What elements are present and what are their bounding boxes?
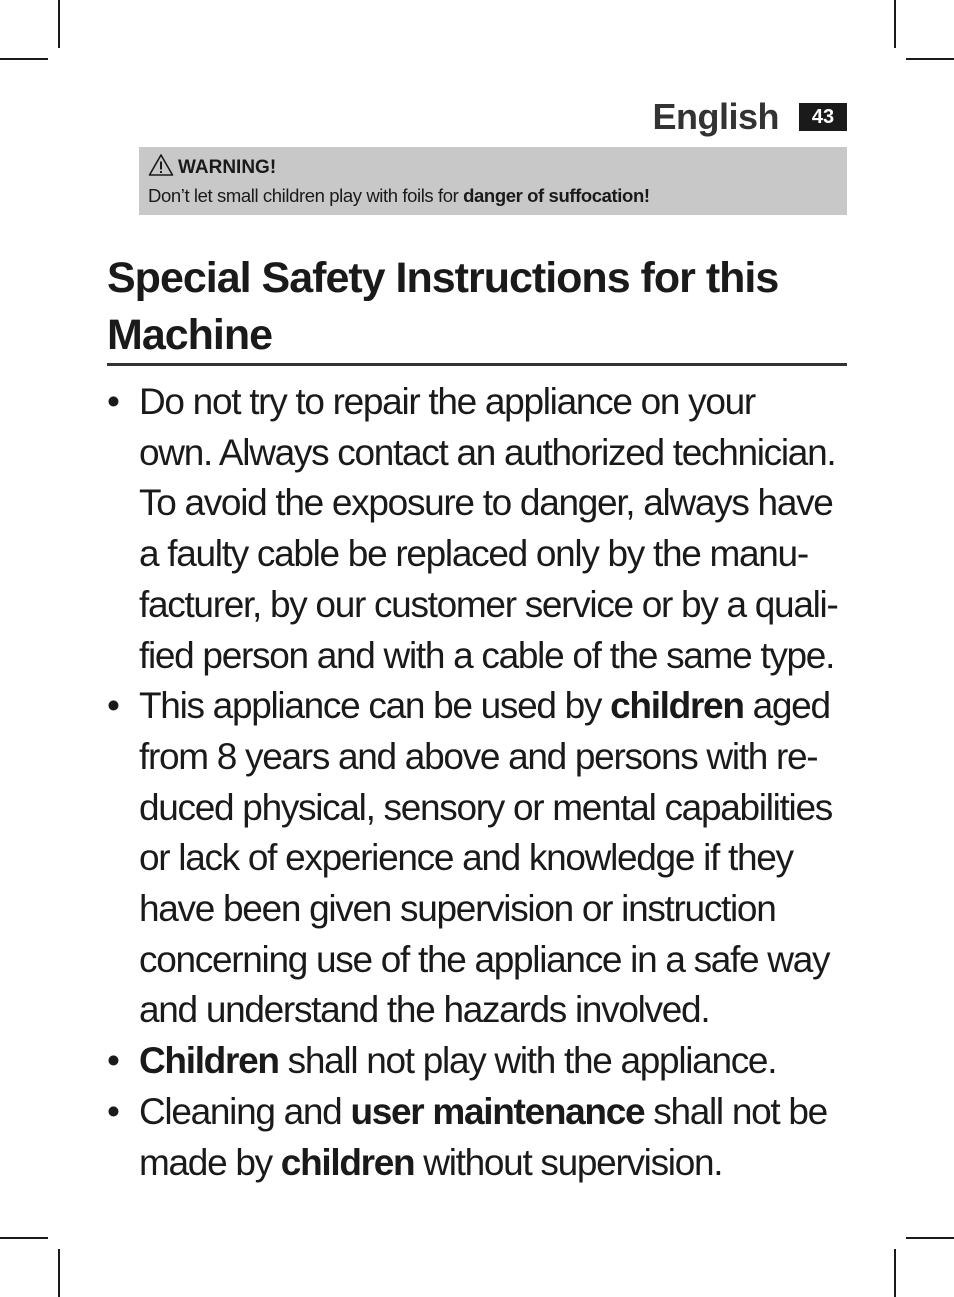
list-item: • Do not try to repair the appliance on your own. Always contact an authorized technician. To avoid the exposure to danger, always have a faulty cable be replaced only by the manu- facturer, by our customer service or by a quali- fied person and with a cable of the same type. (107, 377, 852, 681)
page-header (652, 96, 847, 138)
crop-mark-bottom-left-vertical (58, 1249, 60, 1297)
crop-mark-top-right-horizontal (906, 58, 954, 60)
safety-instructions-list (107, 377, 852, 1188)
list-item: • Cleaning and user maintenance shall not be made by children without supervision. (107, 1087, 852, 1188)
warning-header (148, 155, 838, 181)
crop-mark-bottom-left-horizontal (0, 1237, 48, 1239)
language-label: English (652, 96, 779, 137)
list-item: • Children shall not play with the appliance. (107, 1036, 852, 1087)
warning-text: Don’t let small children play with foils for danger of suffocation! (148, 185, 650, 206)
bullet-dot: • (107, 685, 119, 727)
section-title: Special Safety Instructions for this Machine (107, 254, 779, 359)
list-item: • This appliance can be used by children aged from 8 years and above and persons with re- duced physical, sensory or mental capabilities or lack of experience and knowledge if they have been given supervision or instruction concerning use of the appliance in a safe way and understand the hazards involved. (107, 681, 852, 1036)
warning-emphasis: danger of suffocation! (463, 185, 650, 206)
warning-triangle-icon (148, 153, 174, 183)
bullet-dot: • (107, 1090, 119, 1132)
crop-mark-bottom-right-horizontal (906, 1237, 954, 1239)
title-underline (107, 363, 847, 366)
bullet-dot: • (107, 1040, 119, 1082)
page-number: 43 (799, 103, 847, 131)
warning-title: WARNING! (178, 157, 277, 178)
crop-mark-bottom-right-vertical (894, 1249, 896, 1297)
bullet-dot: • (107, 381, 119, 422)
crop-mark-top-right-vertical (894, 0, 896, 48)
crop-mark-top-left-vertical (58, 0, 60, 48)
crop-mark-top-left-horizontal (0, 58, 48, 60)
warning-box (139, 147, 847, 215)
